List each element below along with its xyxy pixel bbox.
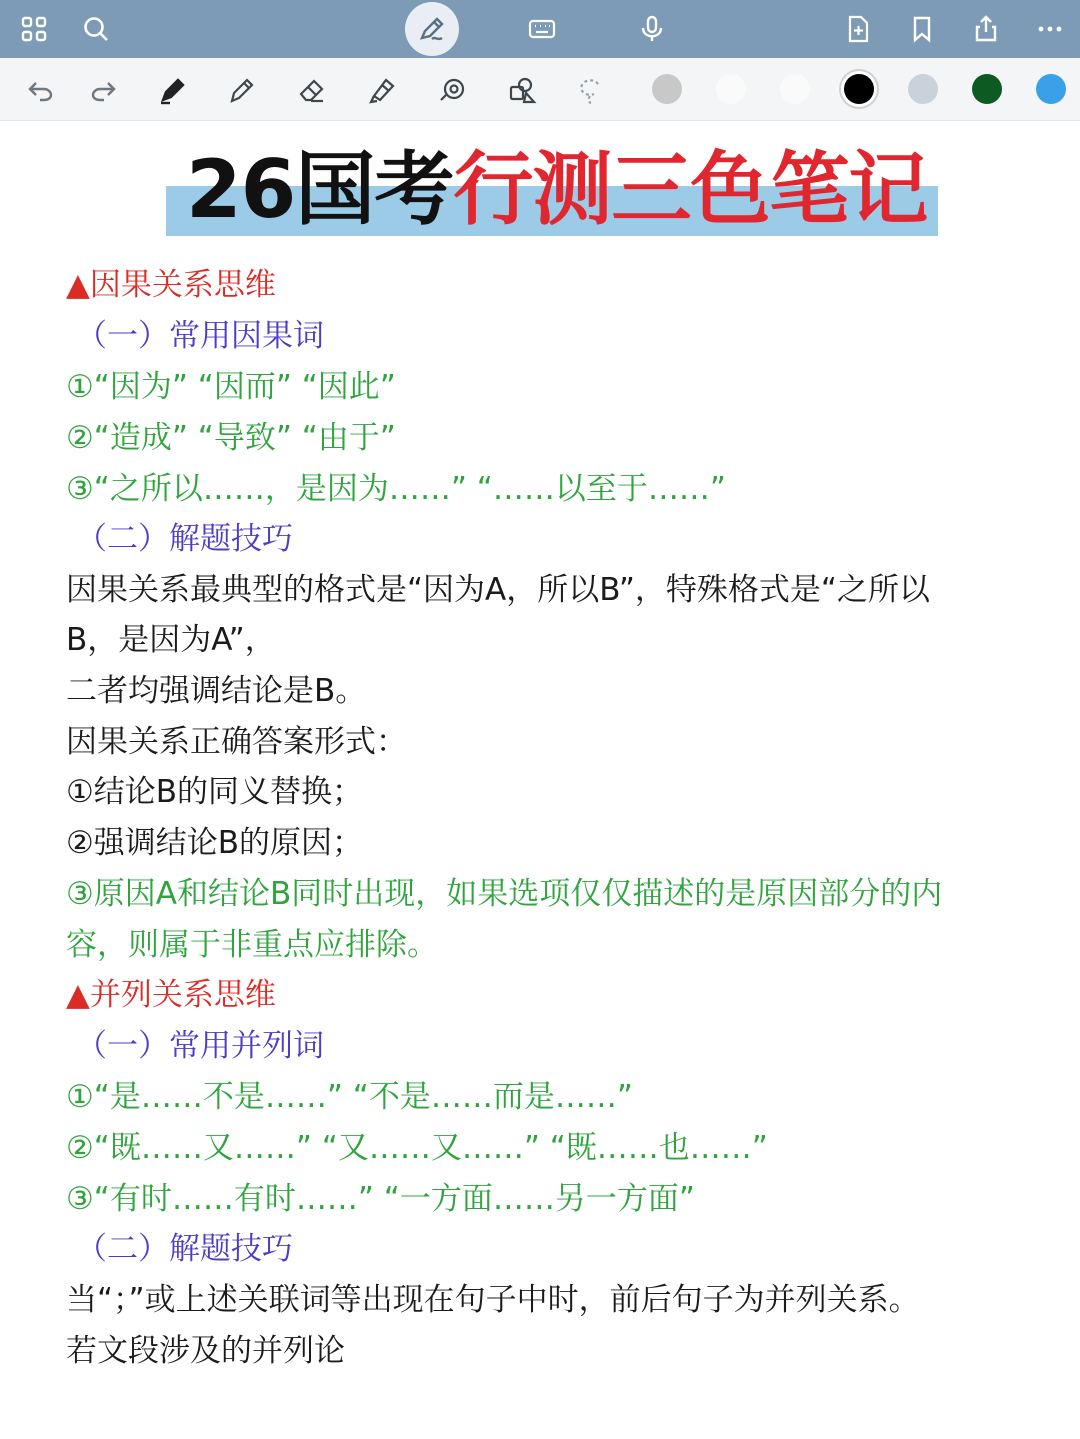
handwriting-mode-icon[interactable] bbox=[405, 2, 459, 56]
title-red-part: 行测三色笔记 bbox=[453, 143, 928, 236]
subheading-parallel-words: （一）常用并列词 bbox=[76, 1028, 324, 1064]
subheading-causal-words: （一）常用因果词 bbox=[76, 318, 324, 354]
parallel-words-3: ③“有时……有时……” “一方面……另一方面” bbox=[66, 1181, 695, 1217]
eraser-icon[interactable] bbox=[292, 70, 332, 110]
note-paragraph-line-green: ③原因A和结论B同时出现，如果选项仅仅描述的是原因部分的内 bbox=[66, 876, 943, 912]
causal-words-1: ①“因为” “因而” “因此” bbox=[66, 369, 396, 405]
top-app-bar bbox=[0, 0, 1080, 58]
shape-recognition-icon[interactable] bbox=[432, 70, 472, 110]
color-swatch-white-2[interactable] bbox=[780, 74, 810, 104]
color-swatch-white[interactable] bbox=[716, 74, 746, 104]
color-swatch-black[interactable] bbox=[844, 74, 874, 104]
shapes-icon[interactable] bbox=[502, 70, 542, 110]
note-paragraph-line: 因果关系正确答案形式： bbox=[66, 724, 407, 760]
color-swatch-dark-green[interactable] bbox=[972, 74, 1002, 104]
note-paragraph-line: ②强调结论B的原因； bbox=[66, 825, 364, 861]
search-icon[interactable] bbox=[76, 9, 116, 49]
color-swatch-blue[interactable] bbox=[1036, 74, 1066, 104]
redo-icon[interactable] bbox=[84, 70, 124, 110]
drawing-toolbar bbox=[0, 58, 1080, 121]
note-paragraph-line-green: 容，则属于非重点应排除。 bbox=[66, 927, 438, 963]
add-page-icon[interactable] bbox=[838, 9, 878, 49]
highlighter-icon[interactable] bbox=[362, 70, 402, 110]
more-options-icon[interactable] bbox=[1030, 9, 1070, 49]
subheading-causal-tips: （二）解题技巧 bbox=[76, 521, 293, 557]
parallel-words-1: ①“是……不是……” “不是……而是……” bbox=[66, 1079, 633, 1115]
note-paragraph-line: B，是因为A”， bbox=[66, 622, 276, 658]
bookmark-icon[interactable] bbox=[902, 9, 942, 49]
color-swatch-gray[interactable] bbox=[652, 74, 682, 104]
section-heading-parallel: ▲并列关系思维 bbox=[66, 977, 276, 1013]
grid-view-icon[interactable] bbox=[14, 9, 54, 49]
causal-words-2: ②“造成” “导致” “由于” bbox=[66, 420, 396, 456]
undo-icon[interactable] bbox=[20, 70, 60, 110]
title-text bbox=[186, 140, 927, 240]
pencil-icon[interactable] bbox=[222, 70, 262, 110]
parallel-words-2: ②“既……又……” “又……又……” “既……也……” bbox=[66, 1130, 768, 1166]
section-heading-causal: ▲因果关系思维 bbox=[66, 267, 276, 303]
fountain-pen-icon[interactable] bbox=[152, 70, 192, 110]
note-title bbox=[0, 138, 1080, 248]
note-paragraph-line: 因果关系最典型的格式是“因为A，所以B”，特殊格式是“之所以 bbox=[66, 572, 930, 608]
keyboard-icon[interactable] bbox=[522, 9, 562, 49]
subheading-parallel-tips: （二）解题技巧 bbox=[76, 1231, 293, 1267]
causal-words-3: ③“之所以……，是因为……” “……以至于……” bbox=[66, 471, 726, 507]
title-black-part: 26国考 bbox=[186, 143, 454, 236]
note-paragraph-line: 若文段涉及的并列论 bbox=[66, 1333, 345, 1369]
note-paragraph-line: 当“；”或上述关联词等出现在句子中时，前后句子为并列关系。 bbox=[66, 1282, 920, 1318]
microphone-icon[interactable] bbox=[632, 9, 672, 49]
lasso-select-icon[interactable] bbox=[570, 70, 610, 110]
color-swatch-light-blue-gray[interactable] bbox=[908, 74, 938, 104]
share-icon[interactable] bbox=[966, 9, 1006, 49]
note-paragraph-line: ①结论B的同义替换； bbox=[66, 774, 364, 810]
note-paragraph-line: 二者均强调结论是B。 bbox=[66, 673, 367, 709]
